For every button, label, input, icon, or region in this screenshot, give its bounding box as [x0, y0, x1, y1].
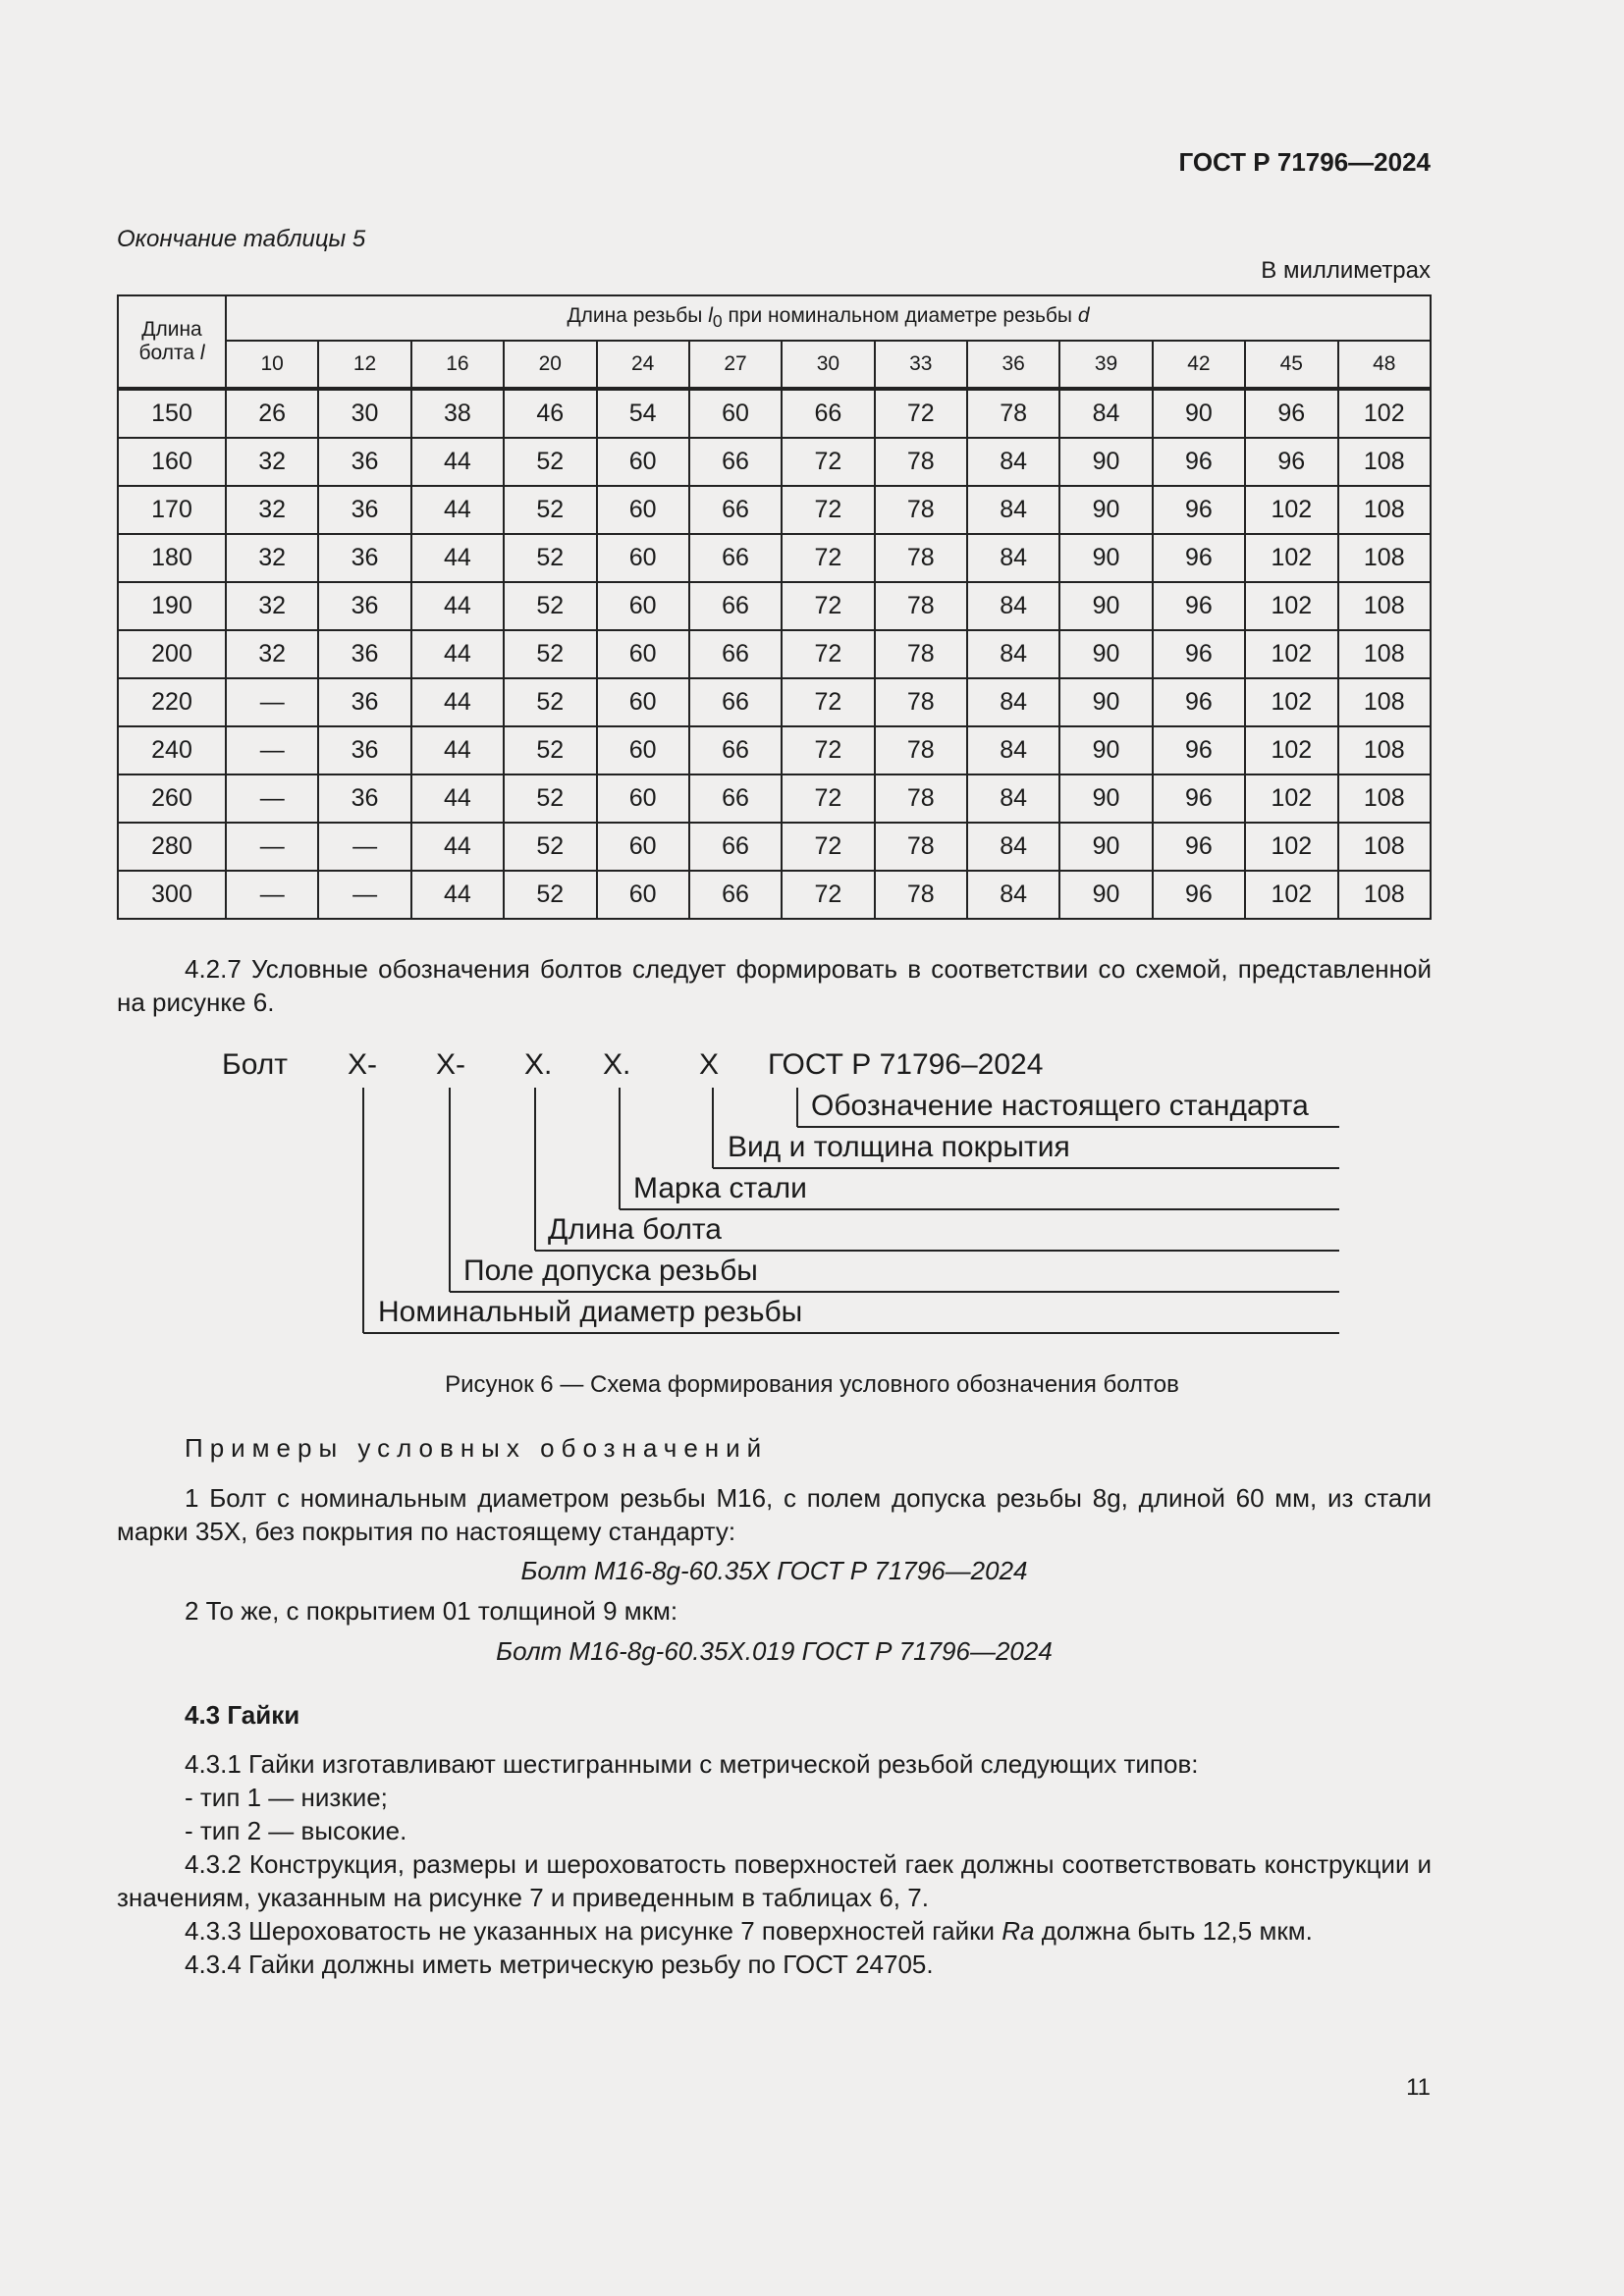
thread-length-cell: 60 — [597, 534, 689, 582]
thread-length-cell: 60 — [597, 823, 689, 871]
thread-length-cell: 72 — [782, 726, 874, 774]
thread-length-cell: 72 — [782, 871, 874, 919]
paragraph-4-3-2-text: 4.3.2 Конструкция, размеры и шероховатость поверхностей гаек должны соответствовать конструкции и значениям, указанным на рисунке 7 и приведенным в таблицах 6, 7. — [117, 1849, 1432, 1912]
thread-length-cell: 26 — [226, 389, 318, 438]
scheme-label-standard: Обозначение настоящего стандарта — [811, 1090, 1309, 1122]
thread-length-cell: 46 — [504, 389, 596, 438]
thread-length-cell: 60 — [597, 438, 689, 486]
diameter-header: 20 — [504, 341, 596, 389]
thread-length-cell: 36 — [318, 726, 410, 774]
thread-length-cell: 66 — [689, 582, 782, 630]
thread-length-cell: 102 — [1245, 678, 1337, 726]
thread-length-cell: 78 — [967, 389, 1059, 438]
table-row — [118, 726, 1431, 774]
scheme-code-length: Х. — [524, 1048, 553, 1081]
thread-length-cell: 96 — [1245, 438, 1337, 486]
thread-length-cell: 84 — [967, 486, 1059, 534]
thread-length-cell: 102 — [1245, 774, 1337, 823]
diameter-header: 16 — [411, 341, 504, 389]
figure-caption: Рисунок 6 — Схема формирования условного обозначения болтов — [445, 1371, 1179, 1398]
thread-length-cell: 96 — [1153, 871, 1245, 919]
thread-length-cell: 44 — [411, 774, 504, 823]
thread-length-cell: 96 — [1153, 678, 1245, 726]
scheme-code-diameter: Х- — [348, 1048, 377, 1081]
thread-length-cell: 44 — [411, 726, 504, 774]
thread-length-cell: 52 — [504, 678, 596, 726]
thread-length-cell: 66 — [689, 871, 782, 919]
diameter-header: 45 — [1245, 341, 1337, 389]
thread-length-cell: 72 — [782, 582, 874, 630]
thread-length-cell: 66 — [689, 726, 782, 774]
span-header: Длина резьбы $l_0$ при номинальном диаметре резьбы d — [567, 303, 1090, 332]
thread-length-cell: 44 — [411, 871, 504, 919]
thread-length-cell: 52 — [504, 438, 596, 486]
thread-length-cell: 52 — [504, 534, 596, 582]
thread-length-cell: — — [226, 678, 318, 726]
bolt-length-cell: 300 — [118, 871, 226, 919]
row-header-cell — [118, 295, 226, 389]
diameter-header: 39 — [1059, 341, 1152, 389]
thread-length-cell: 38 — [411, 389, 504, 438]
type-2-item: - тип 2 — высокие. — [185, 1816, 407, 1845]
thread-length-cell: 72 — [782, 774, 874, 823]
thread-length-cell: — — [226, 871, 318, 919]
thread-length-cell: 66 — [782, 389, 874, 438]
thread-length-cell: 60 — [597, 630, 689, 678]
thread-length-cell: 72 — [782, 534, 874, 582]
standard-header: ГОСТ Р 71796—2024 — [1178, 147, 1431, 177]
thread-length-cell: 96 — [1153, 823, 1245, 871]
thread-length-cell: 96 — [1245, 389, 1337, 438]
example-2: 2 То же, с покрытием 01 толщиной 9 мкм: — [185, 1596, 678, 1626]
example-1-text: 1 Болт с номинальным диаметром резьбы М16, с полем допуска резьбы 8g, длиной 60 мм, из стали марки 35Х, без покрытия по настоящему стандарту: — [117, 1483, 1432, 1546]
table-row — [118, 438, 1431, 486]
scheme-code-coating: Х — [699, 1048, 720, 1081]
thread-length-cell: 60 — [597, 726, 689, 774]
scheme-lines — [0, 1041, 1624, 1345]
diameter-header: 10 — [226, 341, 318, 389]
thread-length-cell: 90 — [1059, 582, 1152, 630]
thread-length-cell: 30 — [318, 389, 410, 438]
thread-length-cell: 108 — [1338, 678, 1432, 726]
scheme-label-tolerance: Поле допуска резьбы — [463, 1255, 758, 1287]
thread-length-cell: 90 — [1059, 871, 1152, 919]
thread-length-cell: 36 — [318, 678, 410, 726]
thread-length-cell: 102 — [1338, 389, 1432, 438]
thread-length-cell: 32 — [226, 438, 318, 486]
thread-length-cell: 52 — [504, 823, 596, 871]
table-continuation-title: Окончание таблицы 5 — [117, 226, 366, 252]
example-1 — [117, 1481, 1432, 1548]
thread-length-cell: 102 — [1245, 726, 1337, 774]
thread-length-cell: 78 — [875, 438, 967, 486]
thread-length-cell: 90 — [1059, 486, 1152, 534]
designation-scheme — [0, 1041, 1624, 1345]
table-units: В миллиметрах — [1261, 257, 1431, 284]
thread-length-cell: 84 — [967, 582, 1059, 630]
thread-length-cell: 60 — [689, 389, 782, 438]
scheme-standard: ГОСТ Р 71796–2024 — [768, 1048, 1044, 1081]
thread-length-cell: 90 — [1059, 630, 1152, 678]
thread-length-cell: 36 — [318, 774, 410, 823]
thread-length-cell: 96 — [1153, 774, 1245, 823]
paragraph-4-3-3: 4.3.3 Шероховатость не указанных на рисунке 7 поверхностей гайки Ra должна быть 12,5 мкм. — [185, 1916, 1313, 1946]
scheme-label-diameter: Номинальный диаметр резьбы — [378, 1296, 803, 1328]
thread-length-cell: 84 — [967, 534, 1059, 582]
thread-length-cell: 84 — [967, 438, 1059, 486]
thread-length-cell: 52 — [504, 630, 596, 678]
thread-length-cell: 36 — [318, 438, 410, 486]
bolt-length-cell: 200 — [118, 630, 226, 678]
thread-length-cell: 44 — [411, 678, 504, 726]
thread-length-cell: 90 — [1059, 438, 1152, 486]
thread-length-cell: 84 — [967, 678, 1059, 726]
table-row — [118, 389, 1431, 438]
table-row — [118, 630, 1431, 678]
thread-length-cell: 78 — [875, 630, 967, 678]
thread-length-cell: 72 — [782, 486, 874, 534]
thread-length-cell: 66 — [689, 534, 782, 582]
thread-length-cell: 108 — [1338, 726, 1432, 774]
paragraph-4-2-7 — [117, 952, 1432, 1019]
table-row — [118, 678, 1431, 726]
thread-length-table — [117, 294, 1432, 920]
thread-length-cell: 78 — [875, 582, 967, 630]
examples-heading: Примеры условных обозначений — [185, 1433, 769, 1463]
row-header: Длина болта l — [138, 318, 205, 364]
thread-length-cell: 32 — [226, 534, 318, 582]
thread-length-cell: 108 — [1338, 871, 1432, 919]
thread-length-cell: — — [318, 871, 410, 919]
thread-length-cell: 66 — [689, 774, 782, 823]
thread-length-cell: 60 — [597, 582, 689, 630]
thread-length-cell: 78 — [875, 678, 967, 726]
thread-length-cell: 60 — [597, 871, 689, 919]
thread-length-cell: 78 — [875, 823, 967, 871]
thread-length-cell: 52 — [504, 774, 596, 823]
section-4-3-title: 4.3 Гайки — [185, 1700, 300, 1730]
thread-length-cell: 90 — [1059, 774, 1152, 823]
thread-length-cell: 36 — [318, 630, 410, 678]
thread-length-cell: 52 — [504, 486, 596, 534]
thread-length-cell: 36 — [318, 534, 410, 582]
bolt-length-cell: 280 — [118, 823, 226, 871]
thread-length-cell: 66 — [689, 438, 782, 486]
table-row — [118, 823, 1431, 871]
diameter-header: 27 — [689, 341, 782, 389]
diameter-header: 12 — [318, 341, 410, 389]
thread-length-cell: 108 — [1338, 486, 1432, 534]
thread-length-cell: 60 — [597, 486, 689, 534]
thread-length-cell: 36 — [318, 486, 410, 534]
thread-length-cell: 84 — [1059, 389, 1152, 438]
thread-length-cell: 32 — [226, 582, 318, 630]
example-2-designation: Болт М16-8g-60.35Х.019 ГОСТ Р 71796—2024 — [496, 1636, 1053, 1666]
diameter-header: 48 — [1338, 341, 1432, 389]
thread-length-cell: — — [226, 726, 318, 774]
thread-length-cell: 66 — [689, 486, 782, 534]
scheme-word: Болт — [222, 1048, 288, 1081]
thread-length-cell: 96 — [1153, 438, 1245, 486]
thread-length-cell: — — [226, 774, 318, 823]
thread-length-cell: 102 — [1245, 871, 1337, 919]
bolt-length-cell: 190 — [118, 582, 226, 630]
example-1-designation: Болт М16-8g-60.35Х ГОСТ Р 71796—2024 — [520, 1556, 1028, 1585]
thread-length-cell: 96 — [1153, 582, 1245, 630]
table-row — [118, 534, 1431, 582]
thread-length-cell: 96 — [1153, 726, 1245, 774]
thread-length-cell: 60 — [597, 678, 689, 726]
thread-length-cell: 102 — [1245, 823, 1337, 871]
thread-length-cell: 78 — [875, 871, 967, 919]
thread-length-cell: 32 — [226, 630, 318, 678]
thread-length-cell: 44 — [411, 630, 504, 678]
thread-length-cell: 102 — [1245, 630, 1337, 678]
thread-length-cell: 44 — [411, 582, 504, 630]
thread-length-cell: 108 — [1338, 582, 1432, 630]
paragraph-4-3-1: 4.3.1 Гайки изготавливают шестигранными с метрической резьбой следующих типов: — [185, 1749, 1199, 1779]
diameter-header: 30 — [782, 341, 874, 389]
table-row — [118, 774, 1431, 823]
thread-length-cell: 90 — [1153, 389, 1245, 438]
thread-length-cell: 108 — [1338, 630, 1432, 678]
span-header-cell — [226, 295, 1431, 341]
thread-length-cell: 90 — [1059, 534, 1152, 582]
thread-length-cell: 90 — [1059, 678, 1152, 726]
scheme-label-length: Длина болта — [548, 1213, 722, 1246]
scheme-label-steel: Марка стали — [633, 1172, 807, 1204]
paragraph-4-3-2 — [117, 1847, 1432, 1914]
thread-length-cell: 84 — [967, 726, 1059, 774]
thread-length-cell: 90 — [1059, 726, 1152, 774]
diameter-header: 33 — [875, 341, 967, 389]
thread-length-cell: 90 — [1059, 823, 1152, 871]
thread-length-cell: 66 — [689, 630, 782, 678]
scheme-code-tolerance: Х- — [436, 1048, 465, 1081]
bolt-length-cell: 220 — [118, 678, 226, 726]
thread-length-cell: 66 — [689, 678, 782, 726]
thread-length-cell: 84 — [967, 774, 1059, 823]
table-row — [118, 486, 1431, 534]
diameter-header: 24 — [597, 341, 689, 389]
bolt-length-cell: 240 — [118, 726, 226, 774]
thread-length-cell: 78 — [875, 774, 967, 823]
thread-length-cell: 102 — [1245, 582, 1337, 630]
table-row — [118, 582, 1431, 630]
thread-length-cell: 102 — [1245, 486, 1337, 534]
paragraph-4-2-7-text: 4.2.7 Условные обозначения болтов следует формировать в соответствии со схемой, представленной на рисунке 6. — [117, 954, 1432, 1017]
thread-length-cell: 60 — [597, 774, 689, 823]
thread-length-cell: 44 — [411, 438, 504, 486]
thread-length-cell: 84 — [967, 871, 1059, 919]
diameter-header: 36 — [967, 341, 1059, 389]
thread-length-cell: 108 — [1338, 438, 1432, 486]
thread-length-cell: 72 — [782, 823, 874, 871]
type-1-item: - тип 1 — низкие; — [185, 1783, 388, 1812]
paragraph-4-3-4: 4.3.4 Гайки должны иметь метрическую резьбу по ГОСТ 24705. — [185, 1949, 934, 1979]
thread-length-cell: 96 — [1153, 486, 1245, 534]
thread-length-cell: 96 — [1153, 630, 1245, 678]
thread-length-cell: — — [318, 823, 410, 871]
thread-length-cell: 52 — [504, 871, 596, 919]
thread-length-cell: — — [226, 823, 318, 871]
thread-length-cell: 66 — [689, 823, 782, 871]
bolt-length-cell: 160 — [118, 438, 226, 486]
scheme-code-steel: Х. — [603, 1048, 631, 1081]
thread-length-cell: 84 — [967, 823, 1059, 871]
thread-length-cell: 36 — [318, 582, 410, 630]
thread-length-cell: 108 — [1338, 534, 1432, 582]
thread-length-cell: 78 — [875, 486, 967, 534]
thread-length-cell: 102 — [1245, 534, 1337, 582]
thread-length-cell: 32 — [226, 486, 318, 534]
thread-length-cell: 96 — [1153, 534, 1245, 582]
thread-length-cell: 84 — [967, 630, 1059, 678]
table-row — [118, 871, 1431, 919]
thread-length-cell: 44 — [411, 823, 504, 871]
thread-length-cell: 52 — [504, 726, 596, 774]
bolt-length-cell: 150 — [118, 389, 226, 438]
thread-length-cell: 78 — [875, 534, 967, 582]
thread-length-cell: 72 — [782, 630, 874, 678]
thread-length-cell: 54 — [597, 389, 689, 438]
diameter-header: 42 — [1153, 341, 1245, 389]
page-number: 11 — [1406, 2074, 1431, 2101]
thread-length-cell: 44 — [411, 486, 504, 534]
bolt-length-cell: 170 — [118, 486, 226, 534]
thread-length-cell: 72 — [782, 438, 874, 486]
thread-length-cell: 108 — [1338, 823, 1432, 871]
thread-length-cell: 44 — [411, 534, 504, 582]
thread-length-cell: 108 — [1338, 774, 1432, 823]
thread-length-cell: 52 — [504, 582, 596, 630]
scheme-label-coating: Вид и толщина покрытия — [728, 1131, 1070, 1163]
bolt-length-cell: 180 — [118, 534, 226, 582]
thread-length-cell: 78 — [875, 726, 967, 774]
thread-length-cell: 72 — [782, 678, 874, 726]
bolt-length-cell: 260 — [118, 774, 226, 823]
thread-length-cell: 72 — [875, 389, 967, 438]
